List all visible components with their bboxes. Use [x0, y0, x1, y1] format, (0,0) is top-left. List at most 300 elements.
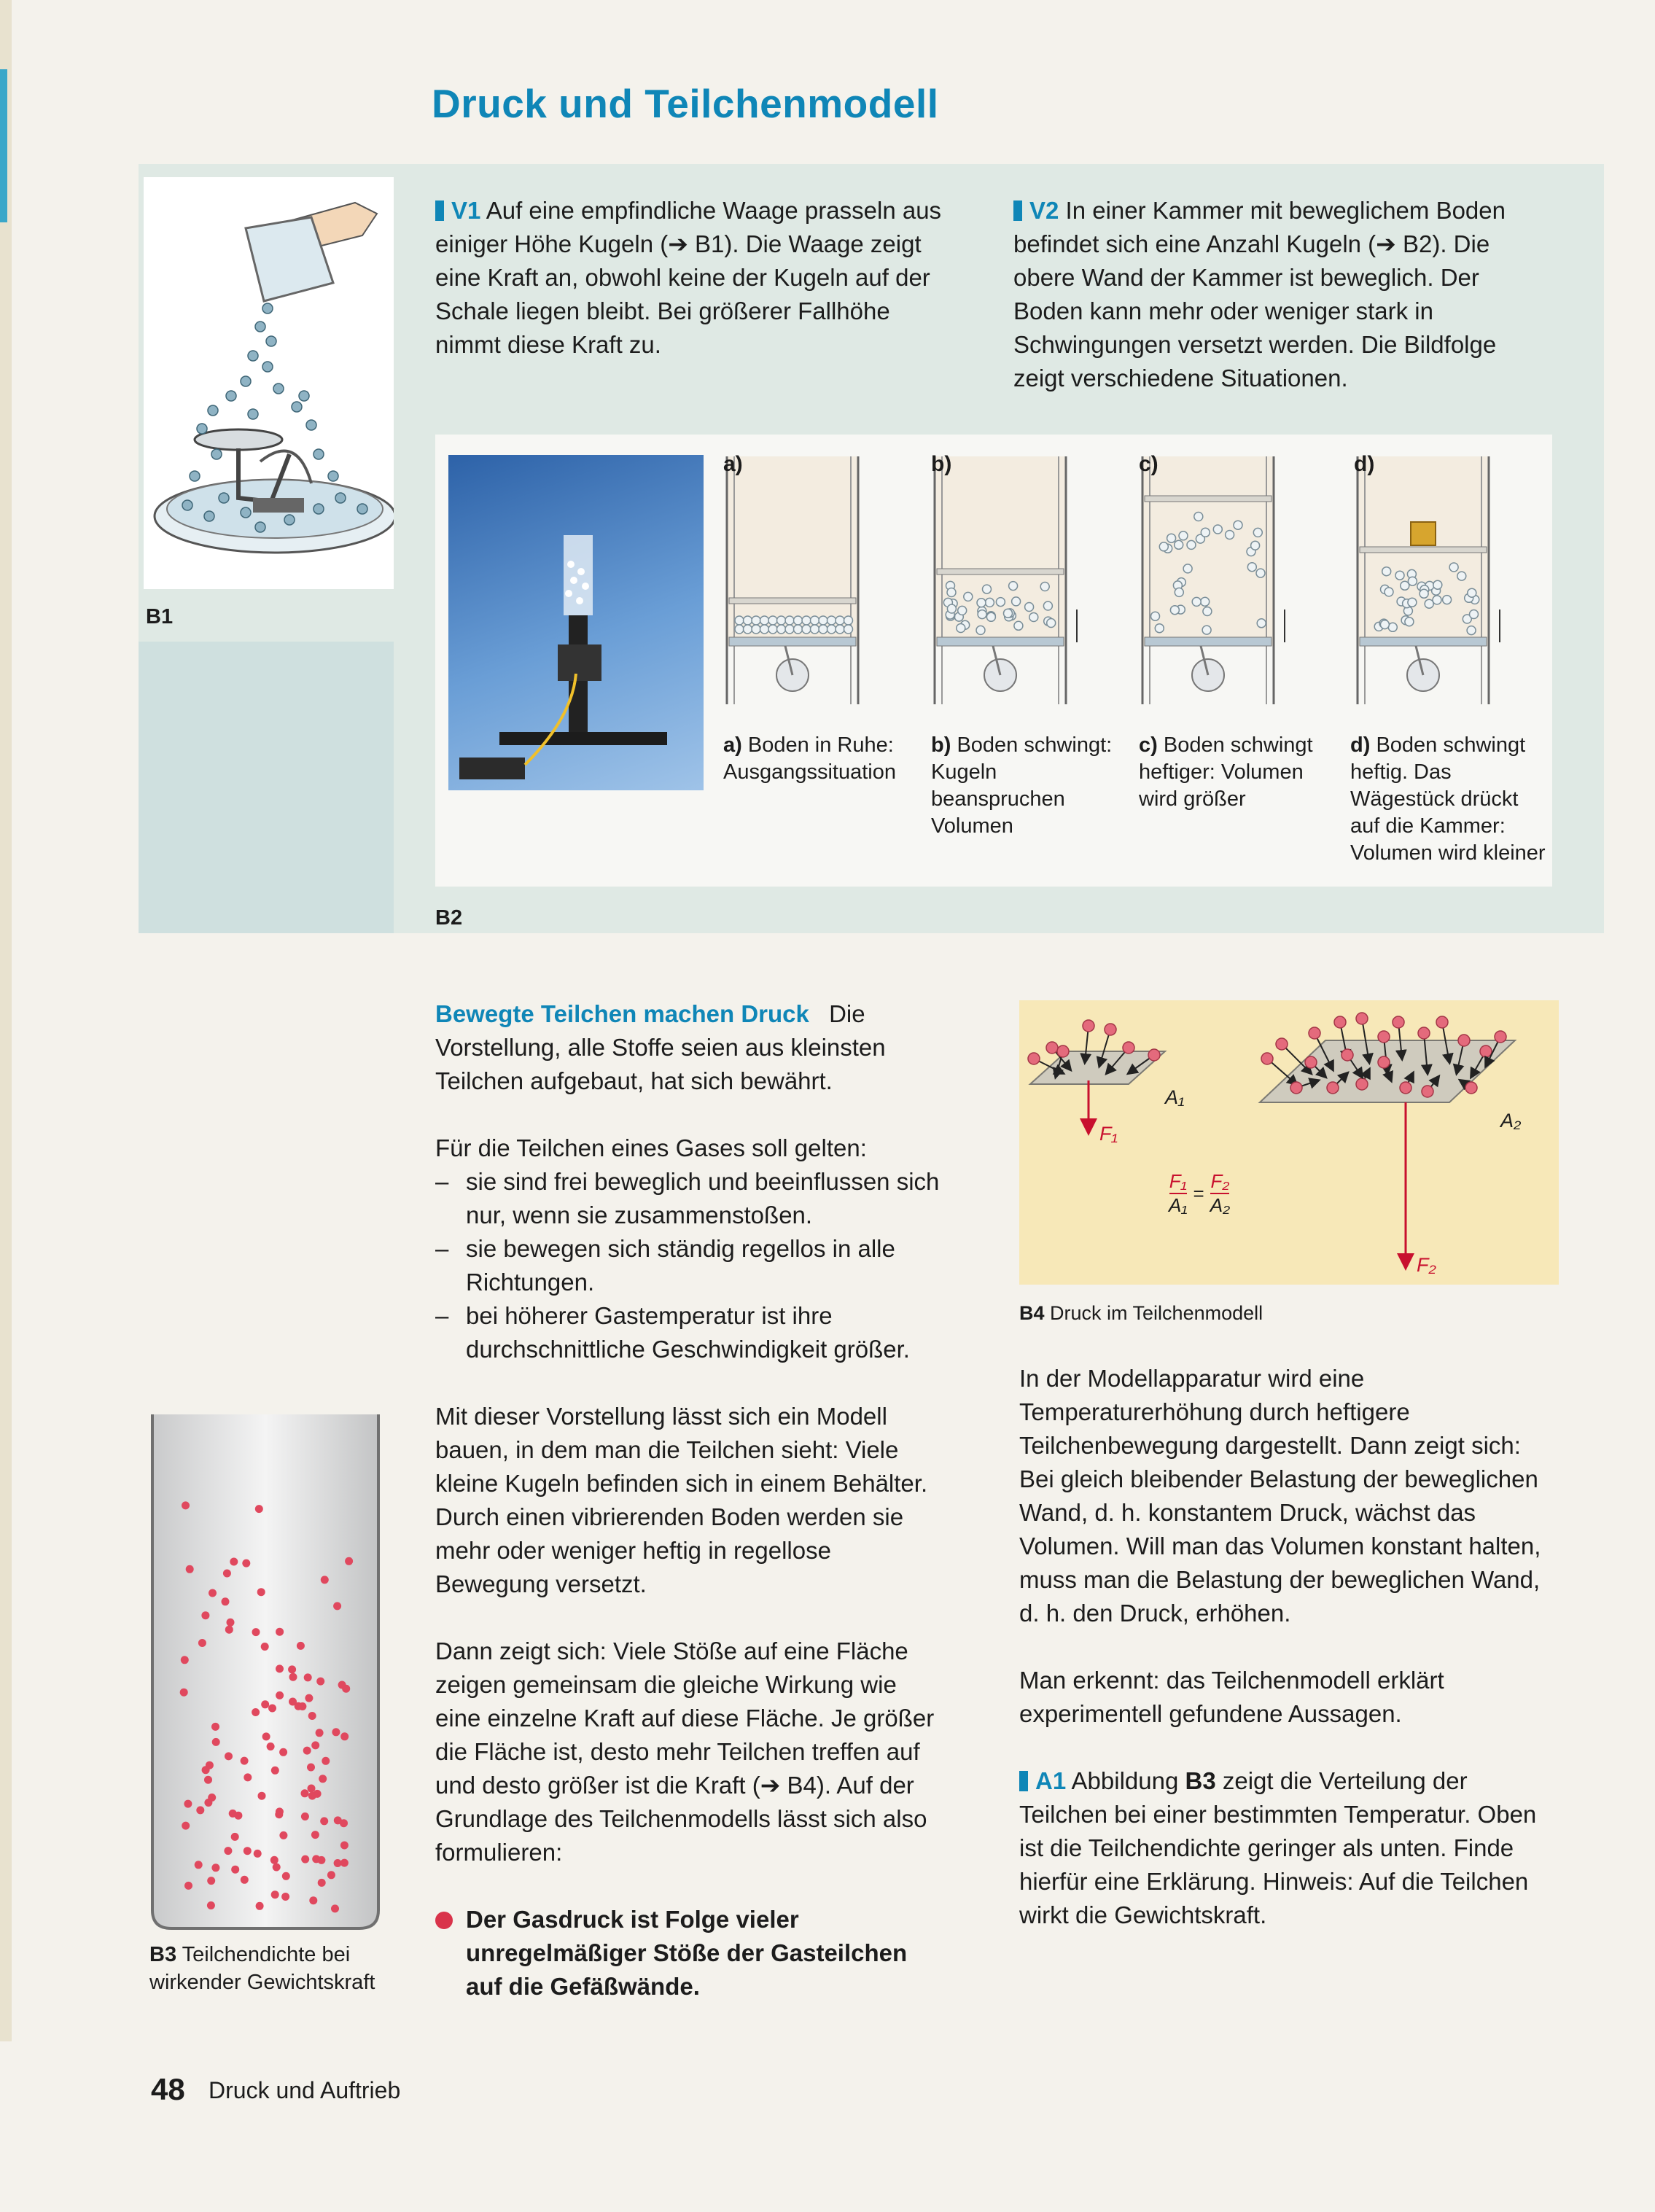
particle-dot	[276, 1628, 284, 1636]
particle-dot	[212, 1738, 220, 1746]
a1-text-pre: Abbildung	[1071, 1767, 1179, 1794]
ball	[1467, 626, 1476, 635]
ball	[1380, 620, 1389, 629]
particle-dot	[309, 1896, 317, 1904]
particle-dot	[320, 1817, 328, 1825]
right-column	[1019, 1362, 1559, 1932]
page-edge	[0, 0, 12, 2041]
ball	[794, 616, 803, 625]
ball	[983, 585, 992, 593]
particle-dot	[318, 1879, 326, 1887]
particle-dot	[252, 1628, 260, 1636]
particle-dot	[227, 1619, 235, 1627]
particle-dot	[297, 1642, 305, 1650]
gas-particle	[1378, 1031, 1390, 1043]
particle-dot	[257, 1588, 265, 1596]
b3-figure	[149, 1414, 381, 1932]
particle-dot	[241, 1876, 249, 1884]
particle-dot	[184, 1800, 192, 1808]
gas-particle	[1341, 1049, 1353, 1061]
gas-properties-list	[435, 1165, 946, 1366]
a1-ref: B3	[1185, 1767, 1216, 1794]
particle-dot	[242, 1559, 250, 1568]
particle-dot	[308, 1792, 316, 1800]
panel-letter-d: d)	[1354, 452, 1375, 476]
ball	[1234, 521, 1242, 529]
particle-dot	[282, 1872, 290, 1880]
particle-dot	[273, 1864, 281, 1872]
particle-dot	[230, 1558, 238, 1566]
ball	[1201, 597, 1210, 606]
caption-text-a: Boden in Ruhe: Ausgangssituation	[723, 733, 896, 784]
movable-lid	[1360, 547, 1487, 553]
particle-dot	[331, 1904, 339, 1912]
particle-dot	[322, 1757, 330, 1765]
section-subhead: Bewegte Teilchen machen Druck	[435, 1000, 809, 1027]
gas-particle	[1083, 1020, 1094, 1032]
movable-floor	[937, 637, 1064, 646]
particle-dot	[301, 1789, 309, 1797]
page-number: 48	[151, 2072, 185, 2106]
formula-f1: F₁	[1169, 1170, 1187, 1194]
particle-dot	[225, 1626, 233, 1634]
apparatus-photo	[448, 455, 704, 790]
caption-text-d: Boden schwingt heftig. Das Wägestück drückt auf die Kammer: Volumen wird kleiner	[1350, 733, 1546, 865]
gas-particle	[1105, 1024, 1116, 1035]
panel-caption-b	[931, 732, 1113, 840]
particle-dot	[279, 1748, 287, 1756]
particle-dot	[261, 1700, 269, 1708]
particle-dot	[311, 1741, 319, 1749]
v1-label: V1	[451, 197, 481, 224]
key-statement	[435, 1903, 946, 2003]
balance-illustration	[144, 177, 394, 589]
main-p1: Die Vorstellung, alle Stoffe seien aus kleinsten Teilchen aufgebaut, hat sich bewährt.	[435, 1000, 886, 1094]
b3-caption	[149, 1941, 397, 1996]
page-title: Druck und Teilchenmodell	[432, 81, 939, 126]
chamber-d	[1358, 456, 1500, 704]
particle-dot	[298, 1702, 306, 1710]
ball	[976, 626, 985, 634]
b4-caption	[1019, 1302, 1263, 1325]
label-f1: F₁	[1099, 1123, 1118, 1145]
main-p4: Dann zeigt sich: Viele Stöße auf eine Fläche zeigen gemeinsam die gleiche Wirkung wie eine einzelne Kraft auf diese Fläche. Je größer die Fläche ist, desto mehr Teilchen treffen auf und desto größer ist die Kraft (➔ B4). Auf der Grundlage des Teilchenmodells lässt sich also formulieren:	[435, 1637, 935, 1866]
particle-dot	[184, 1882, 192, 1890]
gas-particle	[1148, 1049, 1160, 1061]
a1-text: zeigt die Verteilung der Teilchen bei einer bestimmten Temperatur. Oben ist die Teilchendichte geringer als unten. Finde hierfür eine Erklärung. Hinweis: Auf die Teilchen wirkt die Gewichtskraft.	[1019, 1767, 1537, 1928]
chamber-c	[1142, 456, 1285, 704]
particle-dot	[231, 1866, 239, 1874]
ball	[1443, 596, 1452, 604]
particle-dot	[254, 1850, 262, 1858]
ball	[1433, 580, 1442, 589]
ball	[964, 592, 973, 601]
ball	[1213, 525, 1222, 534]
particle-dot	[308, 1712, 316, 1720]
particle-dot	[252, 1708, 260, 1716]
ball	[1009, 582, 1018, 591]
particle-dot	[244, 1773, 252, 1781]
particle-dot	[279, 1831, 287, 1839]
ball	[947, 588, 956, 597]
particle-dot	[225, 1752, 233, 1760]
key-statement-text: Der Gasdruck ist Folge vieler unregelmäßiger Stöße der Gasteilchen auf die Gefäßwände.	[466, 1906, 908, 2000]
fraction-right	[1210, 1170, 1230, 1217]
right-p2: Man erkennt: das Teilchenmodell erklärt experimentell gefundene Aussagen.	[1019, 1667, 1444, 1727]
particle-dot	[345, 1557, 353, 1565]
particle-dot	[195, 1861, 203, 1869]
particle-dot	[316, 1678, 324, 1686]
ball	[1468, 588, 1476, 597]
ball	[828, 616, 836, 625]
ball	[1470, 610, 1479, 619]
particle-dot	[180, 1689, 188, 1697]
ball	[978, 610, 986, 619]
particle-dot	[301, 1855, 309, 1864]
particle-dot	[244, 1847, 252, 1855]
particle-dot	[340, 1859, 348, 1867]
particle-dot	[186, 1565, 194, 1573]
caption-text-c: Boden schwingt heftiger: Volumen wird größer	[1139, 733, 1313, 811]
caption-letter-b: b)	[931, 733, 951, 757]
particle-dot	[307, 1764, 315, 1772]
particle-dot	[204, 1799, 212, 1807]
chamber-a	[727, 456, 858, 704]
gas-particle	[1290, 1082, 1302, 1094]
gas-particle	[1327, 1082, 1339, 1094]
b1-figure	[144, 177, 394, 589]
particle-dot	[340, 1732, 348, 1740]
ball	[1395, 571, 1404, 580]
ball	[1247, 563, 1256, 572]
particle-dot	[211, 1723, 219, 1731]
particle-dot	[319, 1775, 327, 1783]
a1-label: A1	[1035, 1767, 1067, 1794]
gas-particle	[1057, 1045, 1069, 1057]
particle-dot	[181, 1656, 189, 1664]
ball	[977, 599, 986, 607]
formula-a1: A₁	[1169, 1194, 1188, 1216]
ball	[752, 625, 760, 634]
particle-dot	[222, 1597, 230, 1605]
particle-dot	[255, 1505, 263, 1513]
list-item: – sie bewegen sich ständig regellos in alle Richtungen.	[435, 1232, 946, 1299]
caption-letter-c: c)	[1139, 733, 1158, 757]
particle-dot	[332, 1728, 340, 1736]
ball	[777, 616, 786, 625]
fraction-left	[1169, 1170, 1188, 1217]
particle-dot	[256, 1902, 264, 1910]
band-left-block	[139, 642, 394, 933]
particle-dot	[267, 1742, 275, 1750]
ball	[744, 625, 752, 634]
ball	[1187, 540, 1196, 549]
particle-dot	[202, 1766, 210, 1774]
caption-text-b: Boden schwingt: Kugeln beanspruchen Volumen	[931, 733, 1113, 838]
particle-dot	[338, 1681, 346, 1689]
ball	[735, 625, 744, 634]
ball	[1425, 599, 1433, 608]
movable-floor	[729, 637, 856, 646]
particle-dot	[321, 1576, 329, 1584]
ball	[844, 616, 853, 625]
main-p3: Mit dieser Vorstellung lässt sich ein Modell bauen, in dem man die Teilchen sieht: Viele kleine Kugeln befinden sich in einem Behälter. Durch einen vibrierenden Boden werden sie mehr oder weniger heftig in regellose Bewegung versetzt.	[435, 1403, 928, 1597]
ball	[785, 625, 794, 634]
weight-block	[1411, 522, 1436, 545]
ball	[819, 625, 828, 634]
ball	[1203, 607, 1212, 616]
main-intro	[435, 997, 946, 1098]
label-a1: A₁	[1165, 1086, 1185, 1108]
ball	[1179, 531, 1188, 540]
panel-letter-c: c)	[1139, 452, 1158, 476]
formula-a2: A₂	[1210, 1194, 1230, 1216]
ball	[996, 598, 1005, 607]
particle-dot	[334, 1816, 342, 1824]
gas-particle	[1378, 1056, 1390, 1068]
ball	[1004, 609, 1013, 618]
b1-label: B1	[146, 605, 174, 628]
ball	[1253, 528, 1262, 537]
particle-dot	[333, 1602, 341, 1610]
particle-dot	[258, 1792, 266, 1800]
label-f2: F₂	[1417, 1254, 1436, 1276]
particle-dot	[305, 1694, 313, 1702]
particle-dot	[268, 1705, 276, 1713]
caption-letter-a: a)	[723, 733, 742, 757]
ball	[1420, 589, 1428, 598]
ball	[1251, 541, 1260, 550]
panel-caption-c	[1139, 732, 1339, 813]
gas-particle	[1400, 1082, 1411, 1094]
particle-dot	[303, 1747, 311, 1755]
panel-letter-b: b)	[931, 452, 952, 476]
gas-particle	[1422, 1086, 1433, 1097]
ball	[957, 624, 965, 633]
ball	[1043, 601, 1052, 610]
ball	[811, 616, 819, 625]
particle-dot	[207, 1877, 215, 1885]
ball	[1405, 618, 1414, 626]
gas-particle	[1495, 1031, 1506, 1043]
particle-dot	[276, 1691, 284, 1699]
list-item: – bei höherer Gastemperatur ist ihre durchschnittliche Geschwindigkeit größer.	[435, 1299, 946, 1366]
gas-particle	[1356, 1013, 1368, 1024]
particle-dot	[182, 1822, 190, 1830]
ball	[986, 612, 995, 621]
particle-dot	[262, 1732, 270, 1740]
v2-label: V2	[1029, 197, 1059, 224]
particle-dot	[241, 1757, 249, 1765]
particle-dot	[276, 1664, 284, 1672]
ball	[802, 616, 811, 625]
ball	[1170, 606, 1179, 615]
b2-label: B2	[435, 906, 463, 930]
gas-particle	[1334, 1016, 1346, 1028]
ball	[1014, 621, 1023, 630]
ball	[828, 625, 836, 634]
gas-particle	[1356, 1078, 1368, 1090]
ball	[1183, 564, 1192, 573]
ball	[1047, 619, 1056, 628]
particle-dot	[204, 1776, 212, 1784]
ball	[1408, 577, 1417, 585]
formula-f2: F₂	[1210, 1170, 1229, 1194]
particle-dot	[234, 1812, 242, 1820]
gas-particle	[1028, 1053, 1040, 1064]
b3-caption-text: Teilchendichte bei wirkender Gewichtskraft	[149, 1943, 375, 1994]
particle-dot	[301, 1812, 309, 1820]
particle-dot	[224, 1847, 232, 1855]
ball	[1175, 588, 1183, 596]
main-p2: Für die Teilchen eines Gases soll gelten:	[435, 1134, 867, 1161]
ball	[985, 598, 994, 607]
ball	[1040, 583, 1049, 591]
particle-dot	[182, 1501, 190, 1509]
particle-dot	[231, 1833, 239, 1841]
ball	[1167, 534, 1176, 542]
ball	[1155, 624, 1164, 633]
ball	[1382, 567, 1391, 576]
label-a2: A₂	[1500, 1110, 1522, 1132]
particle-dot	[311, 1831, 319, 1839]
gas-particle	[1276, 1038, 1288, 1050]
ball	[1449, 563, 1458, 572]
ball	[1385, 588, 1393, 596]
particle-dot	[340, 1842, 348, 1850]
ball	[836, 616, 844, 625]
particle-dot	[308, 1785, 316, 1793]
movable-floor	[1360, 637, 1487, 646]
particle-dot	[327, 1871, 335, 1879]
particle-dot	[271, 1890, 279, 1898]
ball	[1202, 626, 1211, 634]
movable-floor	[1145, 637, 1272, 646]
ball	[744, 616, 752, 625]
ball	[1025, 603, 1034, 612]
ball	[1256, 569, 1265, 577]
movable-lid	[1145, 496, 1272, 502]
gas-particle	[1418, 1027, 1430, 1039]
ball	[760, 625, 769, 634]
particle-dot	[289, 1673, 297, 1681]
ball	[958, 606, 967, 615]
v1-marker	[435, 200, 444, 221]
particle-dot	[312, 1855, 320, 1863]
ball	[947, 604, 956, 613]
right-p1: In der Modellapparatur wird eine Temperaturerhöhung durch heftigere Teilchenbewegung dargestellt. Dann zeigt sich: Bei gleich bleibender Belastung der beweglichen Wand, d. h. konstantem Druck, wächst das Volumen. Will man das Volumen konstant halten, muss man die Belastung der beweglichen Wand, d. h. den Druck, erhöhen.	[1019, 1365, 1541, 1627]
ball	[811, 625, 819, 634]
b3-label: B3	[149, 1943, 177, 1966]
ball	[794, 625, 803, 634]
ball	[1151, 612, 1160, 620]
gas-particle	[1123, 1042, 1134, 1054]
gas-particle	[1480, 1045, 1492, 1057]
v1-block	[435, 194, 960, 362]
list-item: – sie sind frei beweglich und beeinflussen sich nur, wenn sie zusammenstoßen.	[435, 1165, 946, 1232]
ball	[1029, 613, 1038, 622]
ball	[802, 625, 811, 634]
particle-dot	[211, 1864, 219, 1872]
ball	[1226, 531, 1234, 540]
b4-label: B4	[1019, 1302, 1045, 1324]
gas-particle	[1458, 1035, 1470, 1046]
ball	[819, 616, 828, 625]
particle-dot	[201, 1611, 209, 1619]
gas-particle	[1305, 1056, 1317, 1068]
bullet-dot	[435, 1912, 453, 1929]
particle-dot	[261, 1643, 269, 1651]
particle-dot	[316, 1729, 324, 1737]
particle-dot	[223, 1570, 231, 1578]
gas-particle	[1436, 1016, 1448, 1028]
particle-dot	[196, 1806, 204, 1814]
surface-a1	[1030, 1051, 1165, 1084]
chamber-diagrams	[720, 435, 1552, 726]
particle-dot	[271, 1767, 279, 1775]
ball	[1159, 542, 1168, 551]
particle-dot	[198, 1639, 206, 1647]
v2-text: In einer Kammer mit beweglichem Boden befindet sich eine Anzahl Kugeln (➔ B2). Die obere Wand der Kammer ist beweglich. Der Boden kann mehr oder weniger stark in Schwingungen versetzt werden. Die Bildfolge zeigt verschiedene Situationen.	[1013, 197, 1506, 392]
ball	[1192, 597, 1201, 606]
particle-dot	[281, 1893, 289, 1901]
ball	[1201, 528, 1210, 537]
movable-lid	[937, 569, 1064, 575]
caption-letter-d: d)	[1350, 733, 1371, 757]
b4-figure	[1019, 1000, 1559, 1285]
gas-particle	[1261, 1053, 1273, 1064]
panel-caption-d	[1350, 732, 1547, 867]
ball	[1257, 619, 1266, 628]
panel-letter-a: a)	[723, 452, 743, 476]
particle-dot	[209, 1589, 217, 1597]
ball	[1408, 598, 1417, 607]
formula	[1169, 1170, 1230, 1217]
gas-particle	[1309, 1027, 1320, 1039]
particle-dot	[288, 1665, 296, 1673]
main-column	[435, 997, 946, 2003]
v2-marker	[1013, 200, 1022, 221]
particle-dot	[304, 1673, 312, 1681]
b4-caption-text: Druck im Teilchenmodell	[1050, 1302, 1263, 1324]
ball	[735, 616, 744, 625]
gas-particle	[1046, 1042, 1058, 1054]
formula-equals: =	[1193, 1182, 1204, 1204]
page-edge-marker	[0, 69, 7, 222]
ball	[768, 616, 777, 625]
ball	[785, 616, 794, 625]
chamber-b	[935, 456, 1077, 704]
movable-lid	[729, 598, 856, 604]
particle-dot	[207, 1901, 215, 1909]
ball	[777, 625, 786, 634]
a1-marker	[1019, 1771, 1028, 1791]
gas-particle	[1465, 1082, 1477, 1094]
ball	[1012, 597, 1021, 606]
ball	[1457, 572, 1466, 580]
ball	[1175, 540, 1183, 549]
b2-figure	[435, 435, 1552, 887]
ball	[844, 625, 853, 634]
panel-caption-a	[723, 732, 920, 786]
ball	[760, 616, 769, 625]
task-a1	[1019, 1764, 1559, 1932]
ball	[1194, 513, 1203, 521]
v2-block	[1013, 194, 1553, 395]
ball	[768, 625, 777, 634]
particle-dot	[276, 1807, 284, 1815]
ball	[752, 616, 760, 625]
